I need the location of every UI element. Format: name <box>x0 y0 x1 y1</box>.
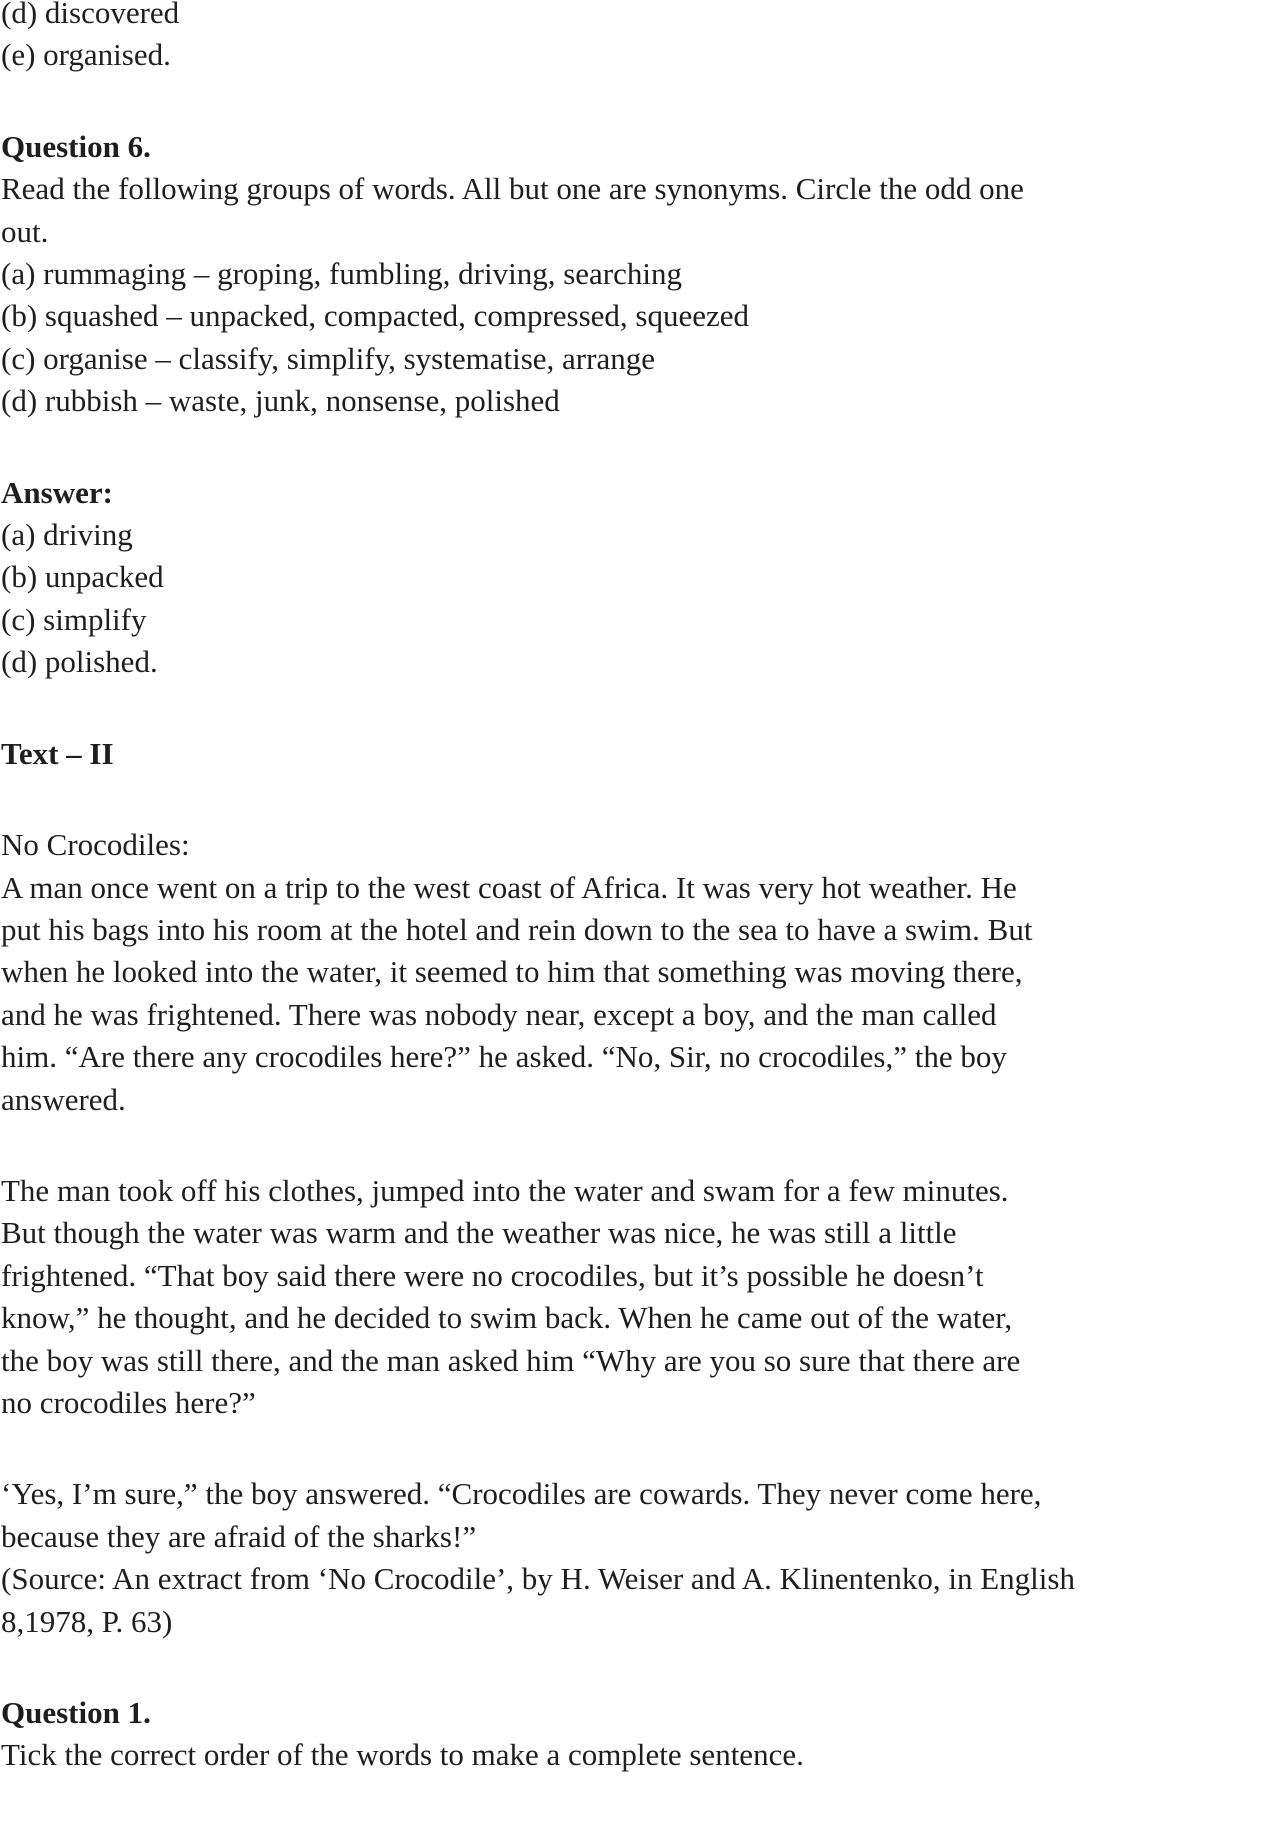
story-line: because they are afraid of the sharks!” <box>1 1518 477 1554</box>
question-title: Question 6. <box>1 128 151 164</box>
document-page <box>1 0 1277 1826</box>
question-item: (d) rubbish – waste, junk, nonsense, polished <box>1 383 560 419</box>
story-line: put his bags into his room at the hotel and rein down to the sea to have a swim. But <box>1 911 1033 947</box>
question-item: (a) rummaging – groping, fumbling, driving, searching <box>1 256 683 292</box>
answer-6 <box>1 472 1277 684</box>
story-line: ‘Yes, I’m sure,” the boy answered. “Crocodiles are cowards. They never come here, <box>1 1476 1042 1512</box>
story-paragraph-2 <box>1 1170 1277 1424</box>
question-prompt: Read the following groups of words. All but one are synonyms. Circle the odd one <box>1 171 1024 207</box>
question-prompt: Tick the correct order of the words to make a complete sentence. <box>1 1737 804 1773</box>
question-6 <box>1 126 1277 423</box>
source-citation: (Source: An extract from ‘No Crocodile’, by H. Weiser and A. Klinentenko, in English <box>1 1561 1075 1597</box>
story-title: No Crocodiles: <box>1 827 190 863</box>
text-2-heading-block <box>1 733 1277 775</box>
story-paragraph-1 <box>1 824 1277 1121</box>
story-line: But though the water was warm and the weather was nice, he was still a little <box>1 1215 957 1251</box>
answer-item: (a) driving <box>1 517 133 553</box>
question-item: (b) squashed – unpacked, compacted, compressed, squeezed <box>1 298 750 334</box>
story-line: The man took off his clothes, jumped into the water and swam for a few minutes. <box>1 1172 1009 1208</box>
story-line: him. “Are there any crocodiles here?” he asked. “No, Sir, no crocodiles,” the boy <box>1 1039 1007 1075</box>
question-1 <box>1 1692 1277 1777</box>
answer-item: (e) organised. <box>1 37 171 73</box>
story-line: answered. <box>1 1081 126 1117</box>
story-line: A man once went on a trip to the west coast of Africa. It was very hot weather. He <box>1 869 1017 905</box>
question-item: (c) organise – classify, simplify, systematise, arrange <box>1 340 655 376</box>
question-title: Question 1. <box>1 1695 151 1730</box>
story-line: know,” he thought, and he decided to swim back. When he came out of the water, <box>1 1300 1013 1336</box>
answer-item: (d) polished. <box>1 644 158 680</box>
answer-item: (d) discovered <box>1 0 180 30</box>
previous-answers <box>1 0 1277 77</box>
story-line: frightened. “That boy said there were no crocodiles, but it’s possible he doesn’t <box>1 1257 984 1293</box>
section-heading: Text – II <box>1 735 114 771</box>
story-paragraph-3 <box>1 1473 1277 1643</box>
answer-item: (b) unpacked <box>1 559 164 595</box>
source-citation: 8,1978, P. 63) <box>1 1603 173 1639</box>
story-line: no crocodiles here?” <box>1 1384 256 1420</box>
answer-item: (c) simplify <box>1 601 147 637</box>
answer-title: Answer: <box>1 474 113 510</box>
story-line: when he looked into the water, it seemed to him that something was moving there, <box>1 954 1023 990</box>
story-line: and he was frightened. There was nobody near, except a boy, and the man called <box>1 996 997 1032</box>
story-line: the boy was still there, and the man asked him “Why are you so sure that there are <box>1 1342 1021 1378</box>
question-prompt: out. <box>1 213 49 249</box>
